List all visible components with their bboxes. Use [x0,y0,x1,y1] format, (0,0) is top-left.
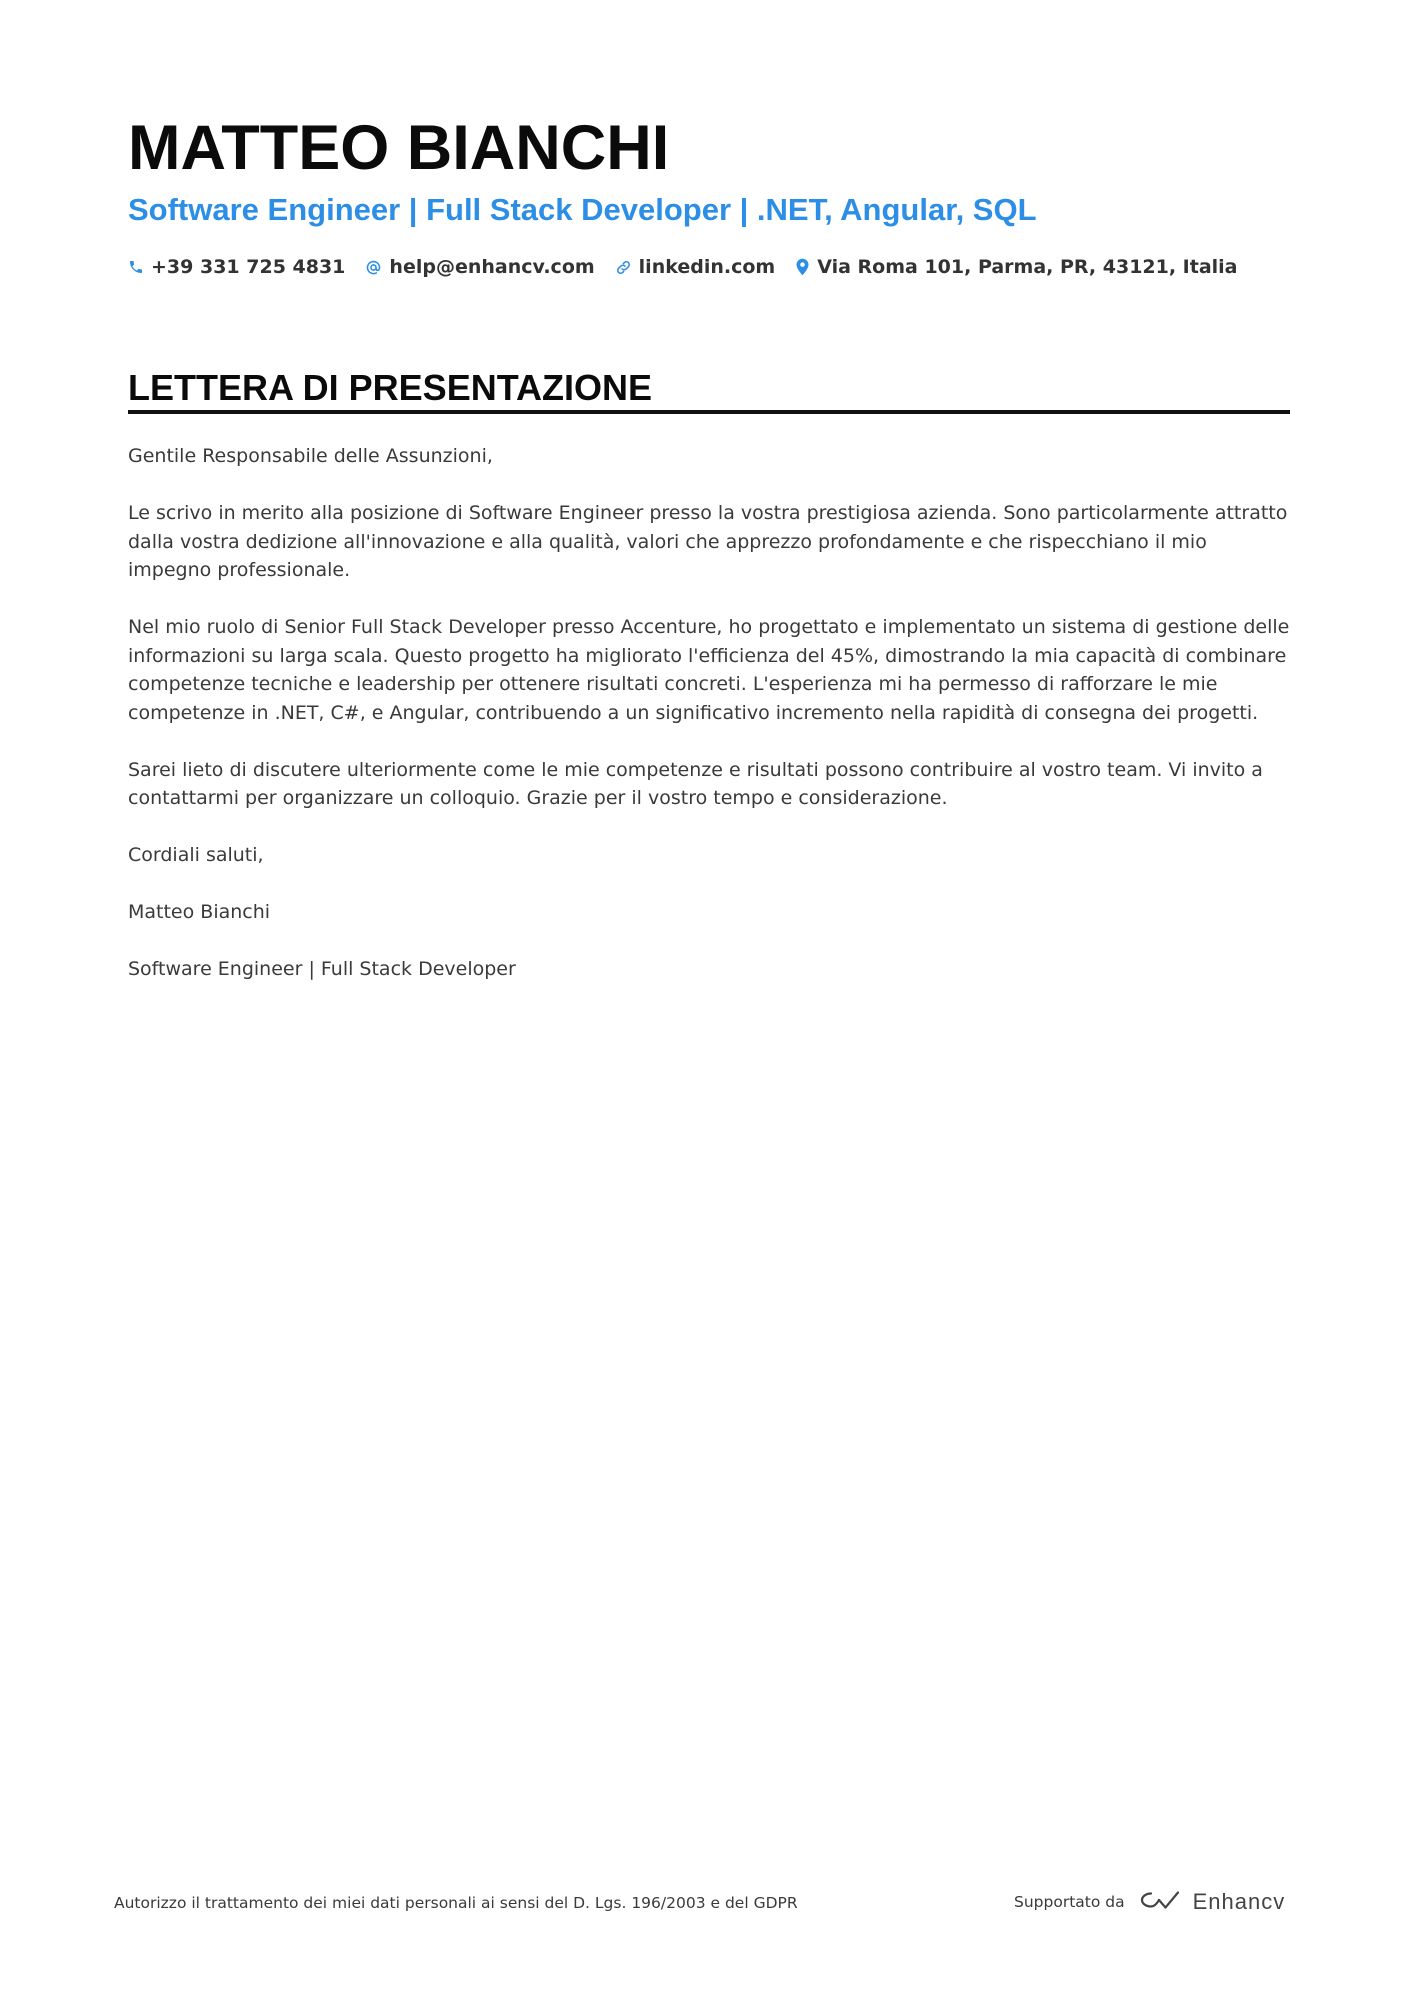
contact-address [795,253,1237,281]
phone-icon [128,259,144,275]
location-pin-icon [795,258,810,276]
link-icon [615,259,632,276]
brand-name: Enhancv [1192,1889,1286,1914]
signature-name: Matteo Bianchi [128,901,271,923]
phone-text: +39 331 725 4831 [151,256,346,278]
signature-title: Software Engineer | Full Stack Developer [128,958,516,980]
powered-by-label: Supportato da [1014,1893,1125,1911]
letter-body [128,442,1293,1012]
enhancv-logo-icon [1137,1888,1183,1916]
letter-paragraph: Nel mio ruolo di Senior Full Stack Developer presso Accenture, ho progettato e implementato un sistema di gestione delle informazioni su larga scala. Questo progetto ha migliorato l'efficienza del 45%, dimostrando la mia capacità di combinare competenze tecniche e leadership per ottenere risultati concreti. L'esperienza mi ha permesso di rafforzare le mie competenze in .NET, C#, e Angular, contribuendo a un significativo incremento nella rapidità di consegna dei progetti. [128,616,1290,724]
contact-email[interactable] [365,253,594,281]
address-text: Via Roma 101, Parma, PR, 43121, Italia [817,256,1238,278]
letter-paragraph: Le scrivo in merito alla posizione di Software Engineer presso la vostra prestigiosa azienda. Sono particolarmente attratto dalla vostra dedizione all'innovazione e alla qualità, valori che apprezzo profondamente e che rispecchiano il mio impegno professionale. [128,502,1288,581]
section-divider [128,410,1290,414]
contact-bar [128,253,1238,281]
contact-phone[interactable] [128,253,345,281]
contact-linkedin[interactable] [615,253,776,281]
linkedin-text: linkedin.com [638,256,776,278]
email-text: help@enhancv.com [389,256,595,278]
candidate-headline: Software Engineer | Full Stack Developer | .NET, Angular, SQL [128,192,1037,227]
letter-greeting: Gentile Responsabile delle Assunzioni, [128,445,493,467]
section-title: LETTERA DI PRESENTAZIONE [128,367,653,408]
privacy-consent: Autorizzo il trattamento dei miei dati personali ai sensi del D. Lgs. 196/2003 e del GDPR [114,1894,798,1912]
powered-by[interactable] [1014,1888,1285,1916]
letter-closing: Cordiali saluti, [128,844,264,866]
candidate-name: MATTEO BIANCHI [128,113,670,183]
brand[interactable] [1137,1888,1286,1916]
letter-paragraph: Sarei lieto di discutere ulteriormente come le mie competenze e risultati possono contribuire al vostro team. Vi invito a contattarmi per organizzare un colloquio. Grazie per il vostro tempo e considerazione. [128,758,1263,809]
at-icon [365,259,382,276]
